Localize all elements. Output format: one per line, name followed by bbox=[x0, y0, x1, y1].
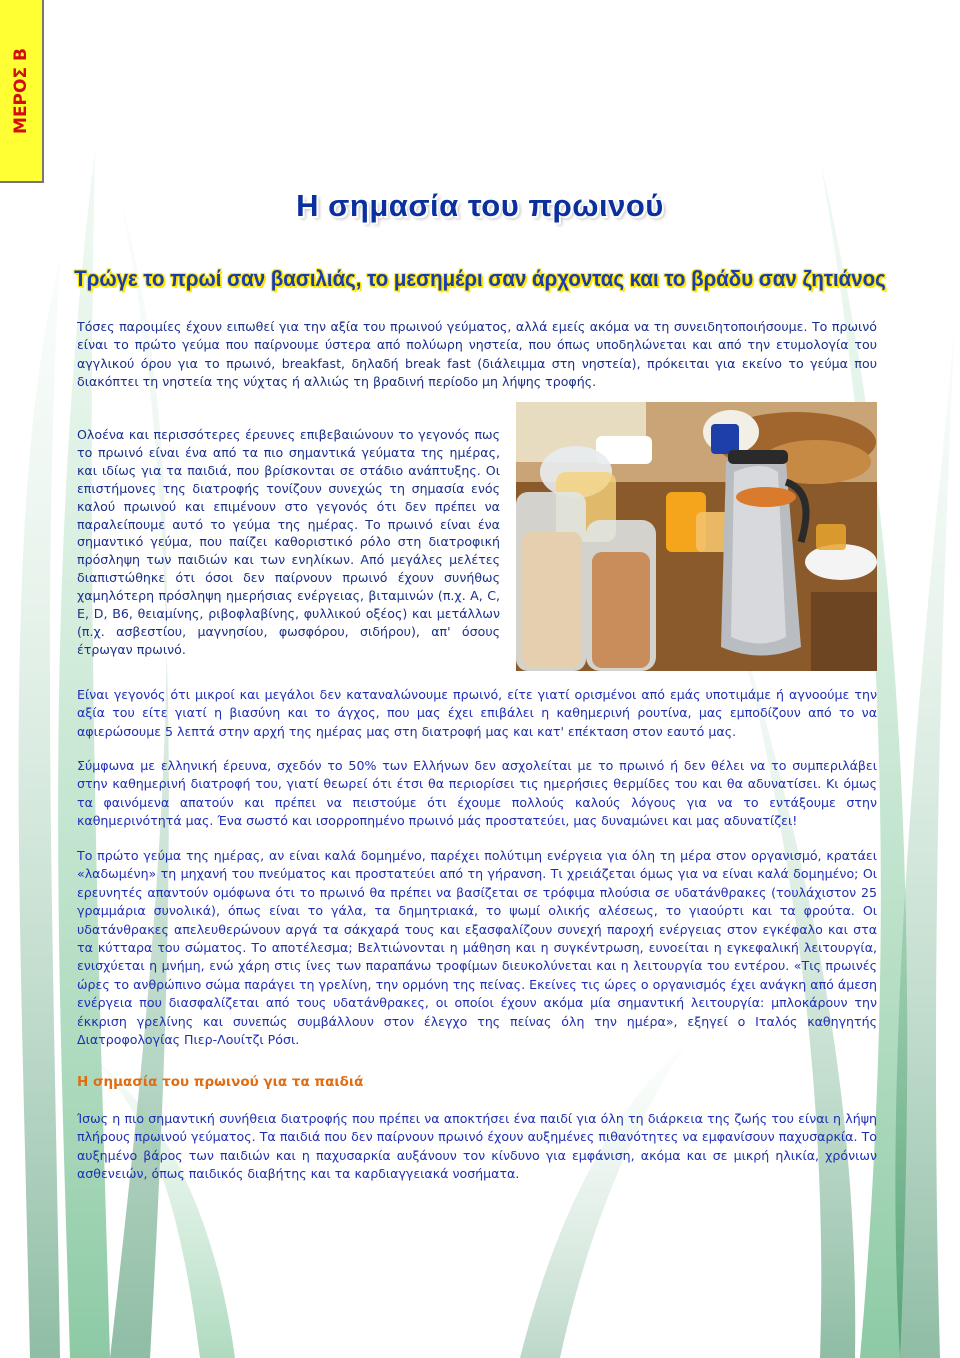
grass-blade bbox=[895, 320, 955, 1358]
section-tab-label: ΜΕΡΟΣ Β bbox=[11, 47, 31, 134]
section-tab bbox=[0, 0, 44, 183]
section-heading-children: Η σημασία του πρωινού για τα παιδιά bbox=[77, 1074, 364, 1090]
children-paragraph: Ίσως η πιο σημαντική συνήθεια διατροφής που πρέπει να αποκτήσει ένα παιδί για όλη τη διάρκεια της ζωής του είναι η λήψη πλήρους πρωινού γεύματος. Τα παιδιά που δεν παίρνουν πρωινό έχουν αυξημένες πιθανότητες να εμφανίσουν παχυσαρκία. Το αυξημένο βάρος των παιδιών και η παχυσαρκία αυξάνουν τον κίνδυνο για εμφάνιση, ακόμα και σε μικρή ηλικία, χρόνιων ασθενειών, όπως παιδικός διαβήτης και τα καρδιαγγειακά νοσήματα. bbox=[77, 1111, 877, 1182]
research-paragraph: Ολοένα και περισσότερες έρευνες επιβεβαιώνουν το γεγονός πως το πρωινό είναι ένα από τα πιο σημαντικά γεύματα της ημέρας, και ιδίως για τα παιδιά, που βρίσκονται σε στάδιο ανάπτυξης. Οι επιστήμονες της διατροφής τονίζουν συνεχώς τη σημασία ενός καλού πρωινού και επιμένουν στο γεγονός ότι δεν πρέπει να παραλείπουμε αυτό το γεύμα της ημέρας. Το πρωινό είναι ένα σημαντικό γεύμα, που παίζει καθοριστικό ρόλο στη διατροφική πρόσληψη των παιδιών και των ενηλίκων. Από μεγάλες μελέτες διαπιστώθηκε ότι όσοι δεν παίρνουν πρωινό έχουν συνήθως χαμηλότερη πρόσληψη ημερήσιας ενέργειας, βιταμινών (π.χ. A, C, E, D, B6, θειαμίνης, ριβοφλαβίνης, φυλλικού οξέος) και μετάλλων (π.χ. ασβεστίου, μαγνησίου, φωσφόρου, σιδήρου), απ' όσους έτρωγαν πρωινό. bbox=[77, 427, 500, 657]
page-title: Η σημασία του πρωινού bbox=[296, 188, 664, 223]
grass-blade bbox=[19, 260, 60, 1358]
page-subtitle: Τρώγε το πρωί σαν βασιλιάς, το μεσημέρι σαν άρχοντας και το βράδυ σαν ζητιάνος bbox=[74, 266, 886, 291]
body-paragraph-1: Είναι γεγονός ότι μικροί και μεγάλοι δεν καταναλώνουμε πρωινό, είτε γιατί ορισμένοι από εμάς υποτιμάμε ή αγνοούμε την αξία του είτε γιατί η βιασύνη και το άγχος, που μας έχει επιβάλει η καθημερινή ρουτίνα, μας εμποδίζουν από το να αφιερώσουμε 5 λεπτά στην αρχή της ημέρας μας στη διατροφή μας και κατ' επέκταση στον εαυτό μας. bbox=[77, 687, 877, 739]
body-paragraph-3: Το πρώτο γεύμα της ημέρας, αν είναι καλά δομημένο, παρέχει πολύτιμη ενέργεια για όλη τη μέρα στον οργανισμό, κρατάει «λαδωμένη» τη μηχανή του πνεύματος και προστατεύει από τη γήρανση. Τι χρειάζεται όμως για να είναι καλά δομημένο; Οι ερευνητές απαντούν ομόφωνα ότι το πρωινό θα πρέπει να βασίζεται σε τρόφιμα πλούσια σε υδατάνθρακες (τουλάχιστον 25 γραμμάρια συνολικά), όπως είναι το γάλα, τα δημητριακά, το ψωμί ολικής αλέσεως, το γιαούρτι και τα φρούτα. Οι υδατάνθρακες απελευθερώνουν αργά τα σάκχαρά τους και εξασφαλίζουν συνεχή παροχή ενέργειας στον εγκέφαλο και στα τα κύτταρα του σώματος. Το αποτέλεσμα; Βελτιώνονται η μάθηση και η συγκέντρωση, ευνοείται η εγκεφαλική λειτουργία, ενισχύεται η μνήμη, ενώ χάρη στις ίνες των παραπάνω τροφίμων διευκολύνεται και η λειτουργία του εντέρου. «Τις πρωινές ώρες το ανθρώπινο σώμα παράγει τη γρελίνη, την ορμόνη της πείνας. Εκείνες τις ώρες ο οργανισμός έχει ανάγκη από άμεση ενέργεια που διασφαλίζεται από τους υδατάνθρακες, οι οποίοι έχουν ακόμα μία σημαντική λειτουργία: μπλοκάρουν την έκκριση γρελίνης και συνεπώς συμβάλλουν στον έλεγχο της πείνας όλη την ημέρα», εξηγεί ο Ιταλός καθηγητής Διατροφολογίας Πιερ-Λουίτζι Ρόσι. bbox=[77, 848, 877, 1048]
intro-paragraph: Τόσες παροιμίες έχουν ειπωθεί για την αξία του πρωινού γεύματος, αλλά εμείς ακόμα να τη συνειδητοποιήσουμε. Το πρωινό είναι το πρώτο γεύμα που παίρνουμε ύστερα από πολύωρη νηστεία, που όπως υποδηλώνεται και από την ετυμολογία του αγγλικού όρου για το πρωινό, breakfast, δηλαδή break fast (διάλειμμα στη νηστεία), πρόκειται για εκείνο το γεύμα που διακόπτει τη νηστεία της νύχτας ή αλλιώς τη βραδινή περίοδο μη λήψης τροφής. bbox=[77, 319, 877, 390]
body-paragraph-2: Σύμφωνα με ελληνική έρευνα, σχεδόν το 50% των Ελλήνων δεν ασχολείται με το πρωινό ή δεν θέλει να το συμπεριλάβει στην καθημερινή διατροφή του, γιατί θεωρεί ότι έτσι θα περιορίσει τις ημερήσιες θερμίδες του και θα αδυνατίσει. Κι όμως τα φαινόμενα απατούν και πρέπει να πειστούμε ότι έχουμε πολλούς καλούς λόγους για να το εντάξουμε στην καθημερινότητά μας. Ένα σωστό και ισορροπημένο πρωινό μάς προστατεύει, μας δυναμώνει και μας αδυνατίζει! bbox=[77, 758, 877, 829]
grass-blade bbox=[520, 1040, 690, 1358]
breakfast-table-photo bbox=[516, 402, 877, 671]
